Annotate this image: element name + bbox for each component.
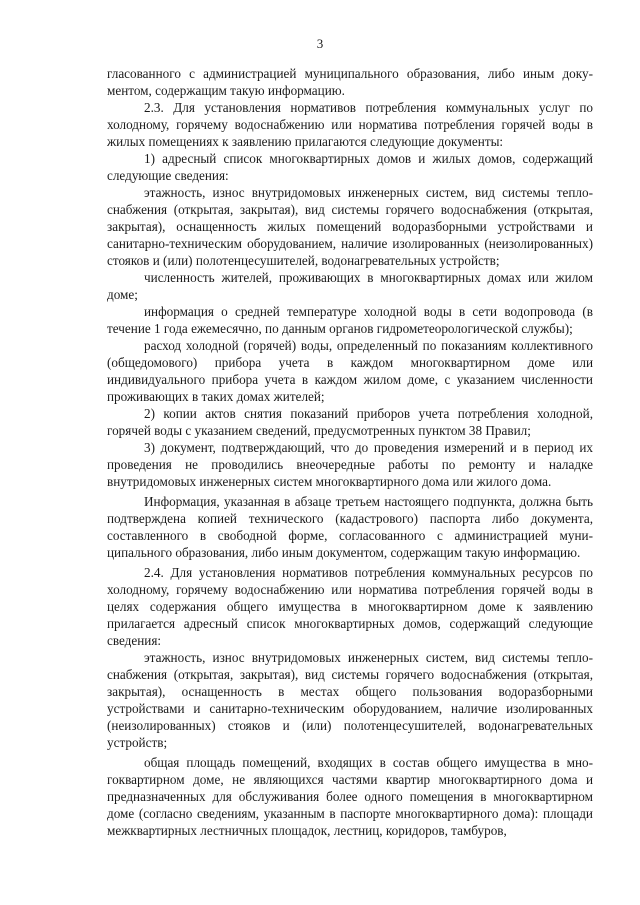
paragraph-water-temperature: информация о средней температуре холодной воды в сети водопровода (в течение 1 года ежемесячно, по данным органов гидрометеорологической службы);	[107, 304, 593, 336]
paragraph-common-area: общая площадь помещений, входящих в состав общего имущества в многоквартирном доме, не являющихся частями квартир многоквартирного дома и предназначенных для обслуживания более одного помещения в многоквартирном доме (согласно сведениям, указанным в паспорте многоквартирного дома): площади межквартирных лестничных площадок, лестниц, коридоров, тамбуров,	[107, 755, 593, 838]
paragraph-continuation: гласованного с администрацией муниципального образования, либо иным документом, содержащим такую информацию.	[107, 66, 593, 98]
paragraph-section-2-3: 2.3. Для установления нормативов потребления коммунальных услуг по холодному, горячему водоснабжению или норматива потребления горячей воды в жилых помещениях к заявлению прилагаются следующие документы:	[107, 100, 593, 149]
paragraph-storeys-info-common: этажность, износ внутридомовых инженерных систем, вид системы теплоснабжения (открытая, закрытая), вид системы горячего водоснабжения (открытая, закрытая), оснащенность в местах общего пользования водоразборными устройствами и санитарно-техническим оборудованием, наличие изолированных (неизолированных) стояков и (или) полотенцесушителей, водонагревательных устройств;	[107, 650, 593, 750]
paragraph-section-2-4: 2.4. Для установления нормативов потребления коммунальных ресурсов по холодному, горячему водоснабжению или норматива потребления горячей воды в целях содержания общего имущества в многоквартирном доме к заявлению прилагается адресный список многоквартирных домов, содержащий следующие сведения:	[107, 565, 593, 648]
paragraph-information-note: Информация, указанная в абзаце третьем настоящего подпункта, должна быть подтверждена копией технического (кадастрового) паспорта либо документа, составленного в свободной форме, согласованного с администрацией муниципального образования, либо иным документом, содержащим такую информацию.	[107, 494, 593, 560]
document-body	[107, 65, 593, 839]
page-number: 3	[316, 36, 324, 51]
paragraph-storeys-info: этажность, износ внутридомовых инженерных систем, вид системы теплоснабжения (открытая, закрытая), вид системы горячего водоснабжения (открытая, закрытая), оснащенность жилых помещений водоразборными устройствами и санитарно-техническим оборудованием, наличие изолированных (неизолированных) стояков и (или) полотенцесушителей, водонагревательных устройств;	[107, 185, 593, 268]
paragraph-item-1: 1) адресный список многоквартирных домов и жилых домов, содержащий следующие сведения:	[107, 151, 593, 183]
paragraph-residents-count: численность жителей, проживающих в многоквартирных домах или жилом доме;	[107, 270, 593, 302]
paragraph-water-consumption: расход холодной (горячей) воды, определенный по показаниям коллективного (общедомового) прибора учета в каждом многоквартирном доме или индивидуального прибора учета в каждом жилом доме, с указанием численности проживающих в таких домах жителей;	[107, 338, 593, 404]
paragraph-item-3: 3) документ, подтверждающий, что до проведения измерений и в период их проведения не проводились внеочередные работы по ремонту и наладке внутридомовых инженерных систем многоквартирного дома или жилого дома.	[107, 440, 593, 489]
paragraph-item-2: 2) копии актов снятия показаний приборов учета потребления холодной, горячей воды с указанием сведений, предусмотренных пунктом 38 Правил;	[107, 406, 593, 438]
